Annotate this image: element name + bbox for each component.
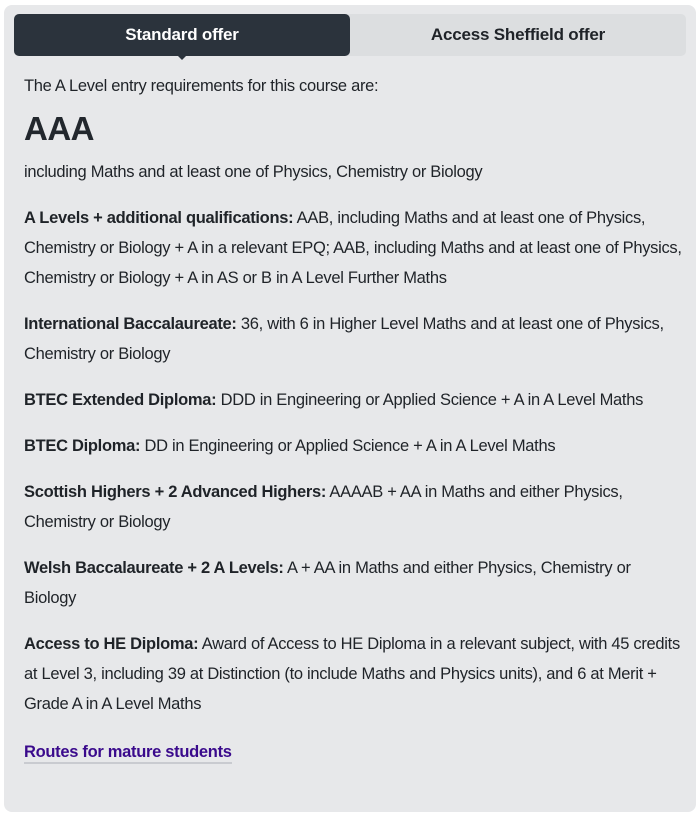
requirement-label: Access to HE Diploma: bbox=[24, 635, 199, 653]
requirement-text: A + AA in Maths and either Physics, Chemistry or Biology bbox=[24, 559, 631, 607]
grade-note: including Maths and at least one of Physics, Chemistry or Biology bbox=[24, 163, 483, 181]
requirement-label: BTEC Diploma: bbox=[24, 437, 141, 455]
tab-standard-offer[interactable]: Standard offer bbox=[14, 14, 350, 56]
requirement-btec-extended-diploma bbox=[24, 385, 684, 415]
offer-tabs bbox=[14, 14, 686, 56]
requirement-text: AAB, including Maths and at least one of Physics, Chemistry or Biology + A in a relevant EPQ; AAB, including Maths and at least one of Physics, Chemistry or Biology + A in AS or B in A Level Further Maths bbox=[24, 209, 682, 287]
requirement-btec-diploma bbox=[24, 431, 684, 461]
requirement-text: 36, with 6 in Higher Level Maths and at least one of Physics, Chemistry or Biology bbox=[24, 315, 664, 363]
a-level-grade: AAA bbox=[24, 110, 94, 147]
requirement-a-levels-additional bbox=[24, 203, 684, 293]
requirement-international-baccalaureate bbox=[24, 309, 684, 369]
entry-requirements-panel bbox=[4, 5, 696, 812]
requirement-scottish-highers bbox=[24, 477, 684, 537]
intro-text: The A Level entry requirements for this course are: bbox=[24, 77, 379, 95]
requirement-text: Award of Access to HE Diploma in a relevant subject, with 45 credits at Level 3, including 39 at Distinction (to include Maths and Physics units), and 6 at Merit + Grade A in A Level Maths bbox=[24, 635, 680, 713]
requirement-label: BTEC Extended Diploma: bbox=[24, 391, 217, 409]
requirement-label: Welsh Baccalaureate + 2 A Levels: bbox=[24, 559, 284, 577]
requirement-text: DD in Engineering or Applied Science + A in A Level Maths bbox=[140, 437, 556, 455]
requirement-text: DDD in Engineering or Applied Science + A in A Level Maths bbox=[216, 391, 644, 409]
requirement-label: International Baccalaureate: bbox=[24, 315, 237, 333]
link-container bbox=[24, 737, 684, 767]
requirement-access-to-he-diploma bbox=[24, 629, 684, 719]
requirement-welsh-baccalaureate bbox=[24, 553, 684, 613]
tab-content bbox=[24, 71, 684, 767]
requirement-text: AAAAB + AA in Maths and either Physics, Chemistry or Biology bbox=[24, 483, 623, 531]
requirement-label: Scottish Highers + 2 Advanced Highers: bbox=[24, 483, 327, 501]
tab-access-sheffield-offer[interactable]: Access Sheffield offer bbox=[430, 25, 606, 44]
requirement-label: A Levels + additional qualifications: bbox=[24, 209, 294, 227]
routes-for-mature-students-link[interactable]: Routes for mature students bbox=[24, 743, 232, 764]
